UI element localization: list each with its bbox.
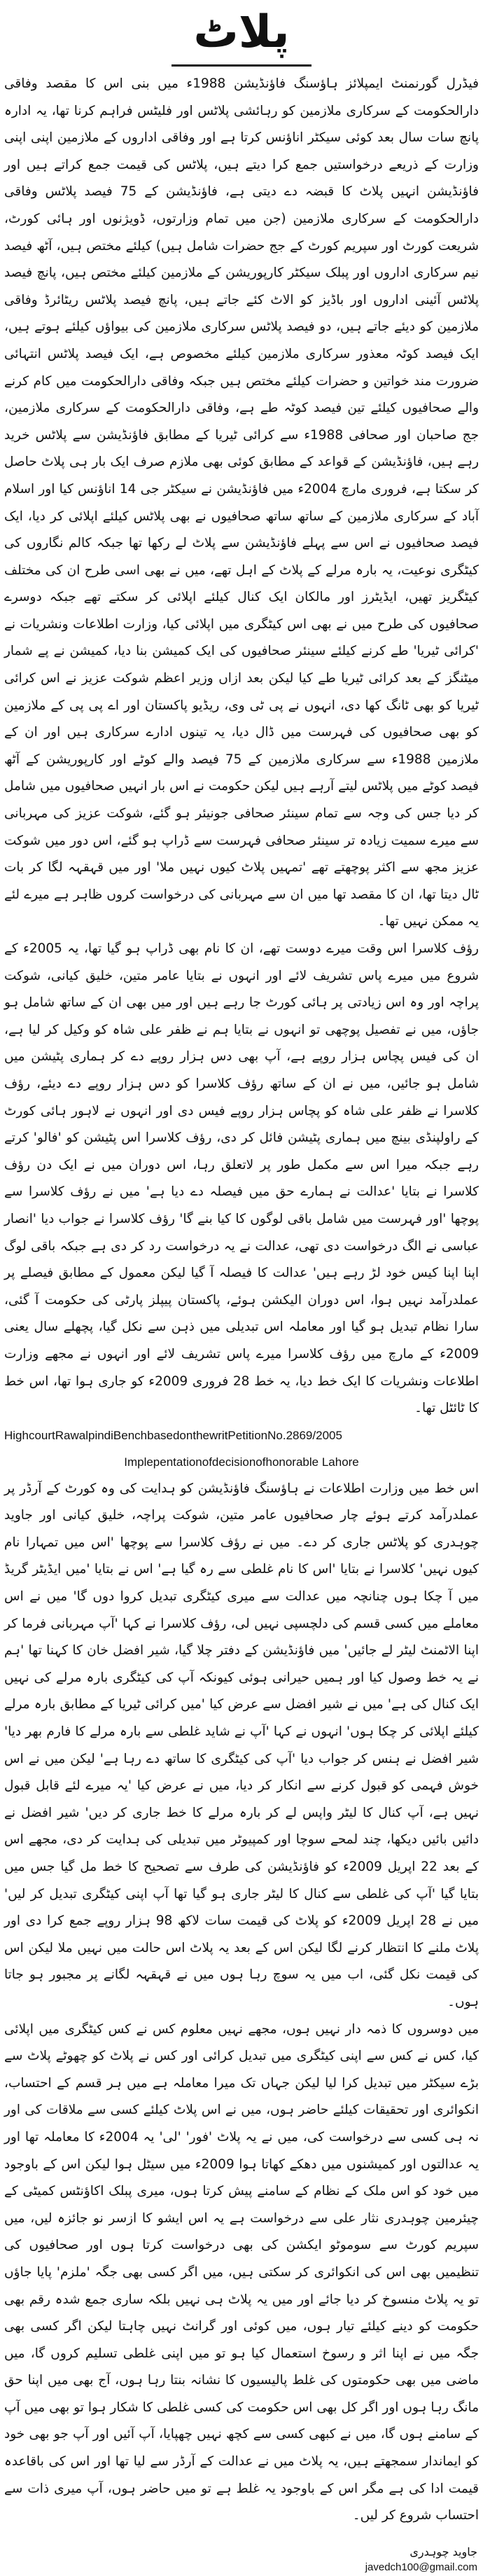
page-title: پلاٹ [193,6,290,58]
author-name: جاوید چوہدری [410,2544,477,2558]
paragraph: فیڈرل گورنمنٹ ایمپلائز ہاؤسنگ فاؤنڈیشن 1988ء میں بنی اس کا مقصد وفاقی دارالحکومت کے سرکاری ملازمین کو رہائشی پلاٹس اور فلیٹس فراہم کرنا تھا، یہ ادارہ پانچ سات سال بعد کوئی سیکٹر اناؤنس کرتا ہے اور وفاقی اداروں کے ملازمین اپنی اپنی وزارت کے ذریعے درخواستیں جمع کرا دیتے ہیں، پلاٹس کی قیمت جمع کراتے ہیں اور فاؤنڈیشن انہیں پلاٹ کا قبضہ دے دیتی ہے، فاؤنڈیشن کے 75 فیصد پلاٹس وفاقی دارالحکومت کے سرکاری ملازمین (جن میں تمام وزارتوں، ڈویژنوں اور ہائی کورٹ، شریعت کورٹ اور سپریم کورٹ کے جج حضرات شامل ہیں) کیلئے مختص ہیں، آٹھ فیصد نیم سرکاری اداروں اور پبلک سیکٹر کارپوریشن کے ملازمین کیلئے مختص ہیں، پانچ فیصد پلاٹس آئینی اداروں اور باڈیز کو الاٹ کئے جاتے ہیں، پانچ فیصد پلاٹس ریٹائرڈ وفاقی ملازمین کو دیئے جاتے ہیں، دو فیصد پلاٹس سرکاری ملازمین کی بیواؤں کیلئے ہوتے ہیں، ایک فیصد کوٹہ معذور سرکاری ملازمین کیلئے مخصوص ہے، ایک فیصد پلاٹس انتہائی ضرورت مند خواتین و حضرات کیلئے مختص ہیں جبکہ وفاقی دارالحکومت میں کام کرنے والے صحافیوں کیلئے تین فیصد کوٹہ طے ہے، وفاقی دارالحکومت کے سرکاری ملازمین، جج صاحبان اور صحافی 1988ء سے کرائی ٹیریا کے مطابق فاؤنڈیشن سے پلاٹس خرید رہے ہیں، فاؤنڈیشن کے قواعد کے مطابق کوئی بھی ملازم صرف ایک بار ہی پلاٹ حاصل کر سکتا ہے، فروری مارچ 2004ء میں فاؤنڈیشن نے سیکٹر جی 14 اناؤنس کیا اور اسلام آباد کے سرکاری ملازمین کے ساتھ ساتھ صحافیوں نے بھی پلاٹس کیلئے اپلائی کر دیا، ایک فیصد صحافیوں نے اس سے پہلے فاؤنڈیشن سے پلاٹ لے رکھا تھا جبکہ کالم نگاروں کی کیٹگری نوعیت، یہ بارہ مرلے کے پلاٹ کے اہل تھے، میں نے بھی اسی طرح ان کی مختلف کیٹگریز تھیں، ایڈیٹرز اور مالکان ایک کنال کیلئے اپلائی کر سکتے تھے جبکہ دوسرے صحافیوں کی طرح میں نے بھی اس کیٹگری میں اپلائی کیا، وزارت اطلاعات ونشریات نے 'کرائی ٹیریا' طے کرنے کیلئے سینئر صحافیوں کی ایک کمیشن بنا دیا، کمیشن نے پے شمار میٹنگز کے بعد کرائی ٹیریا طے کیا لیکن بعد ازاں وزیر اعظم شوکت عزیز نے اس کرائی ٹیریا کو بھی ٹانگ کھا دی، انہوں نے پی ٹی وی، ریڈیو پاکستان اور اے پی پی کے ملازمین کو بھی صحافیوں کی فہرست میں ڈال دیا، یہ تینوں ادارے سرکاری ہیں اور ان کے ملازمین 1988ء سے سرکاری ملازمین کے 75 فیصد والے کوٹے اور کارپوریشن کے آٹھ فیصد کوٹے میں پلاٹس لیتے آرہے ہیں لیکن حکومت نے اس بار انہیں صحافیوں میں شامل کر دیا جس کی وجہ سے تمام سینئر صحافی جونیئر ہو گئے، شوکت عزیز کی مہربانی سے میرے سمیت زیادہ تر سینئر صحافی فہرست سے ڈراپ ہو گئے، اس دور میں شوکت عزیز مجھ سے اکثر پوچھتے تھے 'تمہیں پلاٹ کیوں نہیں ملا' اور میں قہقہہ لگا کر بات ٹال دیتا تھا، ان کا مقصد تھا میں ان سے مہربانی کی درخواست کروں ظاہر ہے میرے لئے یہ ممکن نہیں تھا۔ [4,76,479,929]
paragraph: رؤف کلاسرا اس وقت میرے دوست تھے، ان کا نام بھی ڈراپ ہو گیا تھا، یہ 2005ء کے شروع میں میرے پاس تشریف لائے اور انہوں نے بتایا عامر متین، خلیق کیانی، شوکت پراچہ اور وہ اس زیادتی پر ہائی کورٹ جا رہے ہیں اور میں بھی ان کے ساتھ شامل ہو جاؤں، میں نے تفصیل پوچھی تو انہوں نے بتایا ہم نے ظفر علی شاہ کو وکیل کر لیا ہے، ان کی فیس پچاس ہزار روپے ہے، آپ بھی دس ہزار روپے دے کر ہماری پٹیشن میں شامل ہو جائیں، میں نے ان کے ساتھ رؤف کلاسرا کو دس ہزار روپے دے دیئے، رؤف کلاسرا نے ظفر علی شاہ کو پچاس ہزار روپے فیس دی اور انہوں نے لاہور ہائی کورٹ کے راولپنڈی بینچ میں ہماری پٹیشن فائل کر دی، رؤف کلاسرا اس پٹیشن کو 'فالو' کرتے رہے جبکہ میرا اس سے مکمل طور پر لاتعلق رہا، اس دوران میں نے ایک دن رؤف کلاسرا نے بتایا 'عدالت نے ہمارے حق میں فیصلہ دے دیا ہے' میں نے رؤف کلاسرا سے پوچھا 'اور فہرست میں شامل باقی لوگوں کا کیا بنے گا' رؤف کلاسرا نے جواب دیا 'انصار عباسی نے الگ درخواست دی تھی، عدالت نے یہ درخواست رد کر دی ہے جبکہ باقی لوگ اپنا اپنا کیس خود لڑ رہے ہیں' عدالت کا فیصلہ آ گیا لیکن معمول کے مطابق فیصلے پر عملدرآمد نہیں ہوا، اس دوران الیکشن ہوئے، پاکستان پیپلز پارٹی کی حکومت آ گئی، سارا نظام تبدیل ہو گیا اور معاملہ اس تبدیلی میں ذہن سے نکل گیا، پچھلے سال یعنی 2009ء کے مارچ میں رؤف کلاسرا میرے پاس تشریف لائے اور انہوں نے مجھے وزارت اطلاعات ونشریات کا ایک خط دیا، یہ خط 28 فروری 2009ء کو جاری ہوا تھا، اس خط کا ٹائٹل تھا۔ [4,941,479,1416]
article-body-part-1 [0,71,483,1422]
title-divider [172,64,312,67]
paragraph: اس خط میں وزارت اطلاعات نے ہاؤسنگ فاؤنڈیشن کو ہدایت کی وہ کورٹ کے آرڈر پر عملدرآمد کرتے ہوئے چار صحافیوں عامر متین، شوکت پراچہ، خلیق کیانی اور جاوید چوہدری کو پلاٹس جاری کر دے۔ میں نے رؤف کلاسرا سے پوچھا 'اس میں تمہارا نام کیوں نہیں' کلاسرا نے بتایا 'اس کا نام غلطی سے رہ گیا ہے' اس نے بتایا 'میں ایڈیٹر گریڈ میں آ چکا ہوں چنانچہ میں عدالت سے میری کیٹگری تبدیل کروا دوں گا' میں نے اس معاملے میں کسی قسم کی دلچسپی نہیں لی، رؤف کلاسرا نے کہا 'آپ مہربانی فرما کر اپنا الاٹمنٹ لیٹر لے جائیں' میں فاؤنڈیشن کے دفتر چلا گیا، شیر افضل خان کا کہنا تھا 'ہم نے یہ خط وصول کیا اور ہمیں حیرانی ہوئی کیونکہ آپ کی کیٹگری بارہ مرلے کی نہیں ایک کنال کی ہے' میں نے شیر افضل سے عرض کیا 'میں کرائی ٹیریا کے مطابق بارہ مرلے کیلئے اپلائی کر چکا ہوں' انہوں نے کہا 'آپ نے شاید غلطی سے بارہ مرلے کا فارم بھر دیا' شیر افضل نے ہنس کر جواب دیا 'آپ کی کیٹگری کا ساتھ دے رہا ہے' لیکن میں نے اس خوش فہمی کو قبول کرنے سے انکار کر دیا، میں نے عرض کیا 'یہ میرے لئے قابل قبول نہیں ہے، آپ کنال کا لیٹر واپس لے کر بارہ مرلے کا خط جاری کر دیں' شیر افضل نے دائیں بائیں دیکھا، چند لمحے سوچا اور کمپیوٹر میں تبدیلی کی ہدایت کر دی، مجھے اس کے بعد 22 اپریل 2009ء کو فاؤنڈیشن کی طرف سے تصحیح کا خط مل گیا جس میں بتایا گیا 'آپ کی غلطی سے کنال کا لیٹر جاری ہو گیا تھا آپ اپنی کیٹگری تبدیل کر لیں' میں نے 28 اپریل 2009ء کو پلاٹ کی قیمت سات لاکھ 98 ہزار روپے جمع کرا دی اور پلاٹ ملنے کا انتظار کرنے لگا لیکن اس کے بعد یہ پلاٹ اس حالت میں نہیں ملا لیکن اس کی قیمت نکل گئی، اب میں یہ سوچ رہا ہوں میں نے قہقہہ لگانے پر مجبور ہو جاتا ہوں۔ [4,1481,479,2009]
english-line: HighcourtRawalpindiBenchbasedonthewritPetitionNo.2869/2005 [4,1428,342,1442]
author-email: javedch100@gmail.com [365,2561,477,2573]
paragraph: میں دوسروں کا ذمہ دار نہیں ہوں، مجھے نہیں معلوم کس نے کس کیٹگری میں اپلائی کیا، کس نے کس سے اپنی کیٹگری میں تبدیل کرائی اور کس نے پلاٹ کو چھوٹے پلاٹ سے بڑے سیکٹر میں تبدیل کرا لیا لیکن جہاں تک میرا معاملہ ہے میں ہر قسم کے احتساب، انکوائری اور تحقیقات کیلئے حاضر ہوں، میں نے اس پلاٹ کیلئے کسی سے ملاقات کی اور نہ ہی کسی سے درخواست کی، میں نے یہ پلاٹ 'فور' 'لی' یہ 2004ء کا معاملہ تھا اور یہ عدالتوں اور کمیشنوں میں دھکے کھاتا ہوا 2009ء میں سیٹل ہوا لیکن اس کے باوجود میں خود کو اس ملک کے نظام کے سامنے پیش کرتا ہوں، میری پبلک اکاؤنٹس کمیٹی کے چیئرمین چوہدری نثار علی سے درخواست ہے یہ اس ایشو کا ازسر نو جائزہ لیں، میں سپریم کورٹ سے سوموٹو ایکشن کی بھی درخواست کرتا ہوں اور صحافیوں کی تنظیمیں بھی اس کی انکوائری کر سکتی ہیں، میں اگر کسی بھی جگہ 'ملزم' پایا جاؤں تو یہ پلاٹ منسوخ کر دیا جائے اور میں یہ پلاٹ ہی نہیں بلکہ ساری جمع شدہ رقم بھی حکومت کو دینے کیلئے تیار ہوں، میں کوئی اور گرانٹ نہیں چاہتا لیکن اگر کسی بھی جگہ میں نے اپنا اثر و رسوخ استعمال کیا ہو تو میں اپنی غلطی تسلیم کروں گا، میں ماضی میں بھی حکومتوں کی غلط پالیسیوں کا نشانہ بنتا رہا ہوں، آج بھی میں اپنا حق مانگ رہا ہوں اور اگر کل بھی اس حکومت کی کسی غلطی کا شکار ہوا تو بھی میں آپ کے سامنے ہوں گا، میں نے کبھی کسی سے کچھ نہیں چھپایا، آپ آئیں اور آپ جو بھی خود کو ایماندار سمجھتے ہیں، یہ پلاٹ میں نے عدالت کے آرڈر سے لیا تھا اور اس کی باقاعدہ قیمت ادا کی ہے مگر اس کے باوجود یہ غلط ہے تو میں حاضر ہوں، آپ میری ذات سے احتساب شروع کر لیں۔ [4,2021,479,2523]
english-line: Implepentationofdecisionofhonorable Lahore [124,1455,359,1469]
article-body-part-2 [0,1476,483,2530]
